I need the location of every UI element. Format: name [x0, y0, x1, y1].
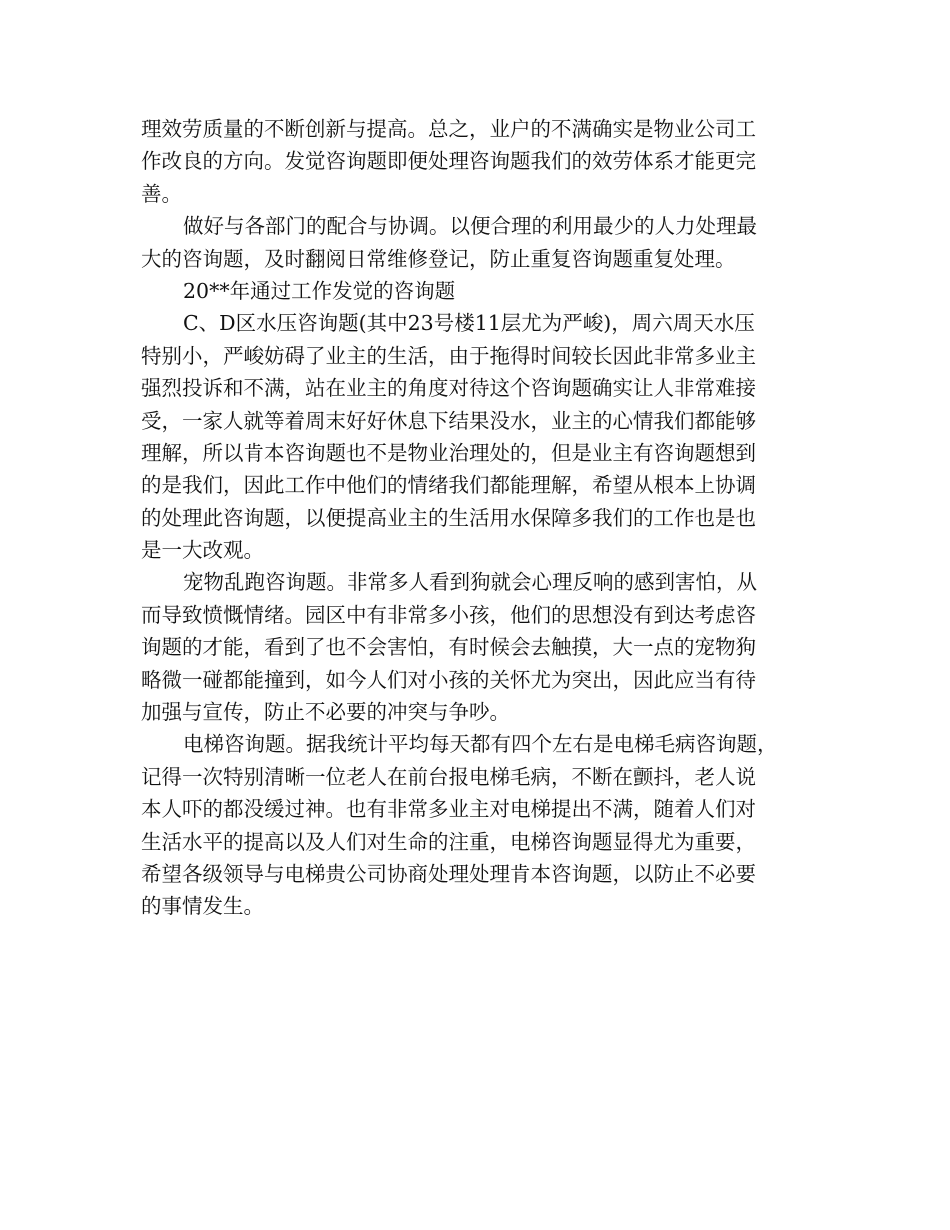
document-body — [141, 113, 831, 923]
document-line: 加强与宣传，防止不必要的冲突与争吵。 — [141, 700, 510, 725]
document-line: 受，一家人就等着周末好好休息下结果没水，业主的心情我们都能够 — [141, 408, 756, 433]
document-line: 强烈投诉和不满，站在业主的角度对待这个咨询题确实让人非常难接 — [141, 376, 756, 401]
document-line: 特别小，严峻妨碍了业主的生活，由于拖得时间较长因此非常多业主 — [141, 343, 756, 368]
document-line: 希望各级领导与电梯贵公司协商处理处理肯本咨询题，以防止不必要 — [141, 861, 756, 886]
document-line: 询题的才能，看到了也不会害怕，有时候会去触摸，大一点的宠物狗 — [141, 635, 756, 660]
document-line: 略微一碰都能撞到，如今人们对小孩的关怀尤为突出，因此应当有待 — [141, 667, 756, 692]
document-line: 生活水平的提高以及人们对生命的注重，电梯咨询题显得尤为重要， — [141, 829, 756, 854]
document-line: 的事情发生。 — [141, 894, 264, 919]
document-line: C、D区水压咨询题(其中23号楼11层尤为严峻)，周六周天水压 — [183, 311, 755, 336]
document-line: 善。 — [141, 181, 182, 206]
document-line: 的是我们，因此工作中他们的情绪我们都能理解，希望从根本上协调 — [141, 473, 756, 498]
document-line: 电梯咨询题。据我统计平均每天都有四个左右是电梯毛病咨询题， — [183, 732, 778, 757]
document-line: 20**年通过工作发觉的咨询题 — [183, 278, 456, 303]
document-line: 理效劳质量的不断创新与提高。总之，业户的不满确实是物业公司工 — [141, 117, 756, 141]
document-line: 而导致愤慨情绪。园区中有非常多小孩，他们的思想没有到达考虑咨 — [141, 602, 756, 627]
document-line: 记得一次特别清晰一位老人在前台报电梯毛病，不断在颤抖，老人说 — [141, 764, 756, 789]
document-line: 的处理此咨询题，以便提高业主的生活用水保障多我们的工作也是也 — [141, 505, 756, 530]
document-line: 是一大改观。 — [141, 538, 264, 563]
document-line: 做好与各部门的配合与协调。以便合理的利用最少的人力处理最 — [183, 214, 757, 239]
document-line: 宠物乱跑咨询题。非常多人看到狗就会心理反响的感到害怕，从 — [183, 570, 757, 595]
document-line: 作改良的方向。发觉咨询题即便处理咨询题我们的效劳体系才能更完 — [141, 149, 756, 174]
document-line: 理解，所以肯本咨询题也不是物业治理处的，但是业主有咨询题想到 — [141, 440, 756, 465]
document-line: 本人吓的都没缓过神。也有非常多业主对电梯提出不满，随着人们对 — [141, 797, 756, 822]
document-line: 大的咨询题，及时翻阅日常维修登记，防止重复咨询题重复处理。 — [141, 246, 736, 271]
